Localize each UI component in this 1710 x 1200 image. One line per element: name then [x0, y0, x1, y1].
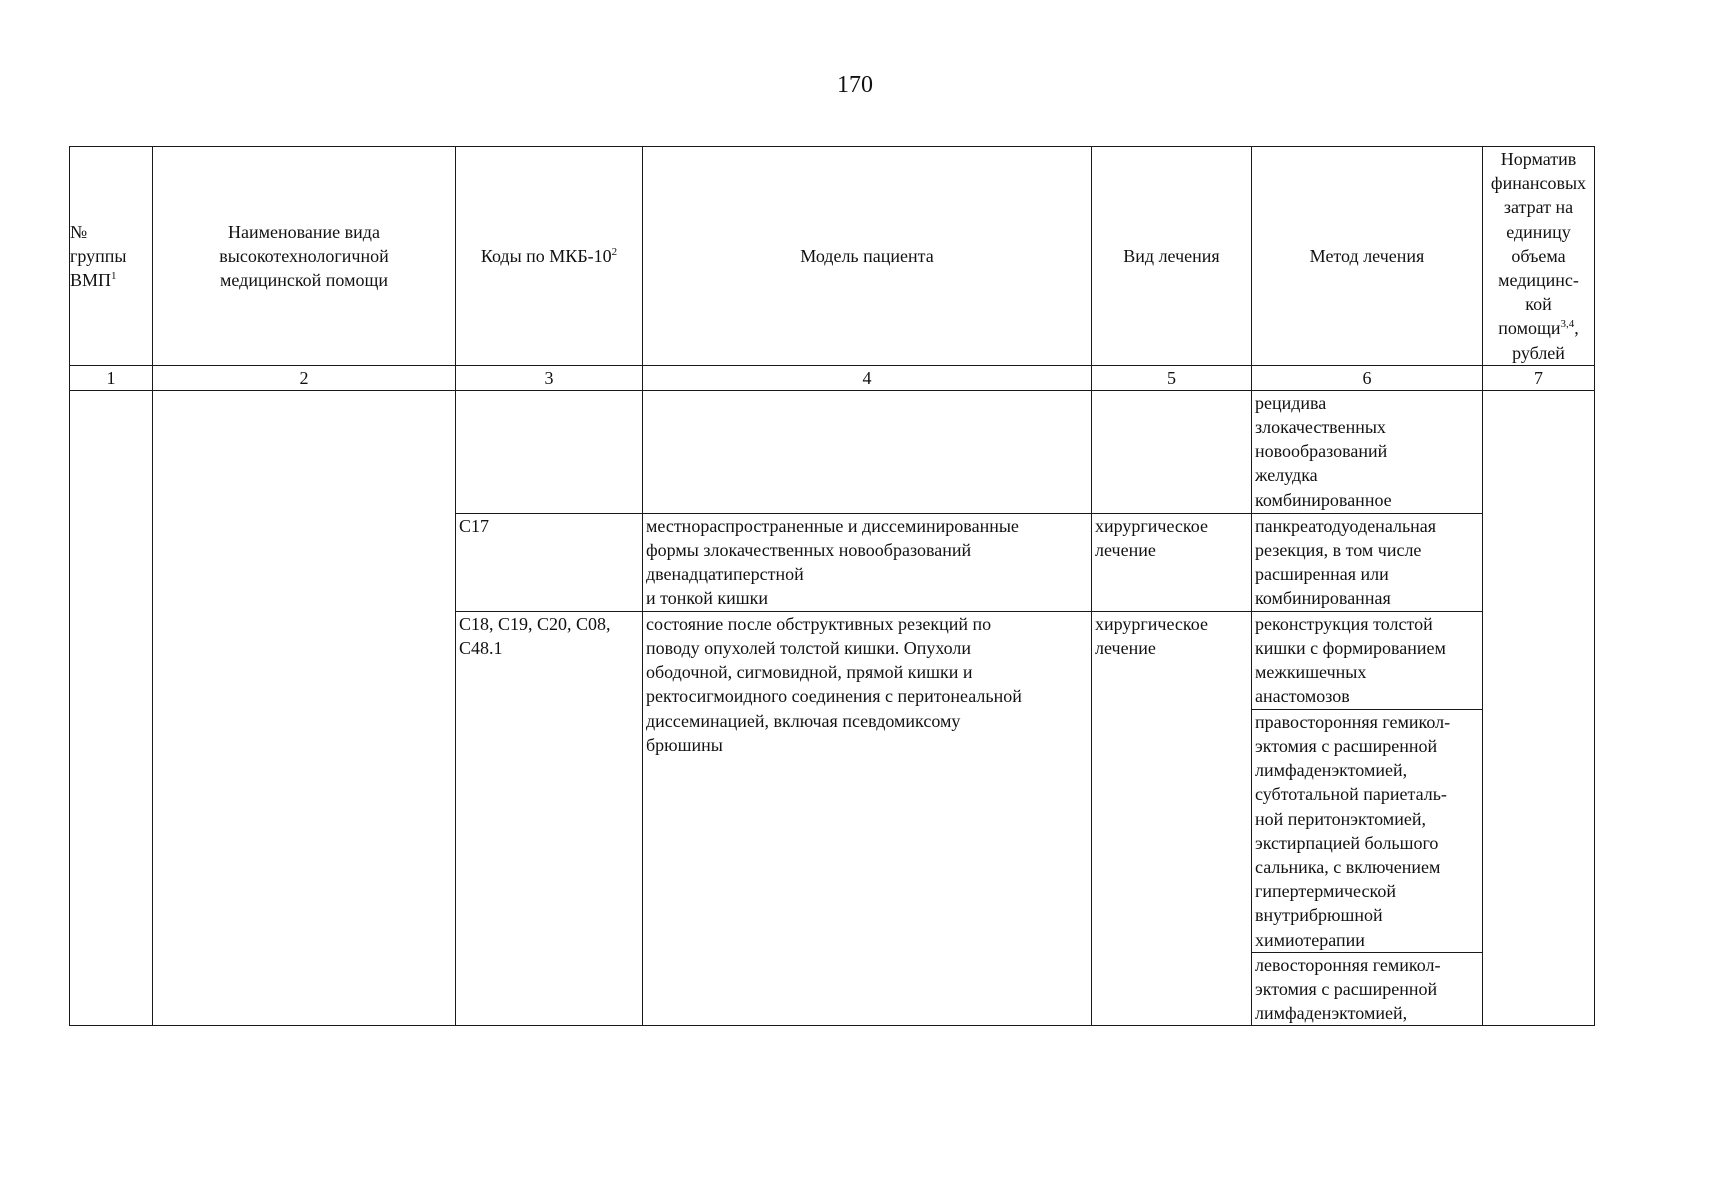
vmp-table [69, 146, 1595, 1026]
patient-model-cell: местнораспространенные и диссеминированные формы злокачественных новообразований двенадцатиперстной и тонкой кишки [643, 513, 1092, 611]
column-number: 7 [1483, 365, 1595, 390]
header-patient-model: Модель пациента [643, 147, 1092, 366]
header-treatment-method: Метод лечения [1252, 147, 1483, 366]
header-name: Наименование вида высокотехнологичной медицинской помощи [153, 147, 456, 366]
column-number: 6 [1252, 365, 1483, 390]
table-row [70, 390, 1595, 513]
group-no-cell [70, 390, 153, 1026]
treatment-method-cell: правосторонняя гемикол- эктомия с расширенной лимфаденэктомией, субтотальной париеталь- ной перитонэктомией, экстирпацией большого сальника, с включением гипертермической внутрибрюшной химиотерапии [1252, 709, 1483, 952]
codes-cell: C18, C19, C20, C08, C48.1 [456, 611, 643, 1026]
column-number: 1 [70, 365, 153, 390]
header-codes: Коды по МКБ-$10^2$ [456, 147, 643, 366]
column-number: 5 [1092, 365, 1252, 390]
care-name-cell [153, 390, 456, 1026]
column-number: 3 [456, 365, 643, 390]
page-number: 170 [837, 72, 873, 98]
codes-cell: C17 [456, 513, 643, 611]
codes-cell [456, 390, 643, 513]
column-number-row [70, 365, 1595, 390]
patient-model-cell [643, 390, 1092, 513]
column-number: 4 [643, 365, 1092, 390]
treatment-method-cell: левосторонняя гемикол- эктомия с расширенной лимфаденэктомией, [1252, 952, 1483, 1026]
header-group-no: № группы ВМП$^1$ [70, 147, 153, 366]
column-number: 2 [153, 365, 456, 390]
treatment-type-cell [1092, 390, 1252, 513]
treatment-method-cell: панкреатодуоденальная резекция, в том числе расширенная или комбинированная [1252, 513, 1483, 611]
header-row [70, 147, 1595, 366]
treatment-type-cell: хирургическое лечение [1092, 611, 1252, 1026]
header-treatment-type: Вид лечения [1092, 147, 1252, 366]
header-cost-norm: Норматив финансовых затрат на единицу объема медицинс- кой помощи$^{3,4}$, рублей [1483, 147, 1595, 366]
cost-norm-cell [1483, 390, 1595, 1026]
treatment-method-cell: рецидива злокачественных новообразований желудка комбинированное [1252, 390, 1483, 513]
treatment-type-cell: хирургическое лечение [1092, 513, 1252, 611]
patient-model-cell: состояние после обструктивных резекций по поводу опухолей толстой кишки. Опухоли ободочной, сигмовидной, прямой кишки и ректосигмоидного соединения с перитонеальной диссеминацией, включая псевдомиксому брюшины [643, 611, 1092, 1026]
treatment-method-cell: реконструкция толстой кишки с формированием межкишечных анастомозов [1252, 611, 1483, 709]
